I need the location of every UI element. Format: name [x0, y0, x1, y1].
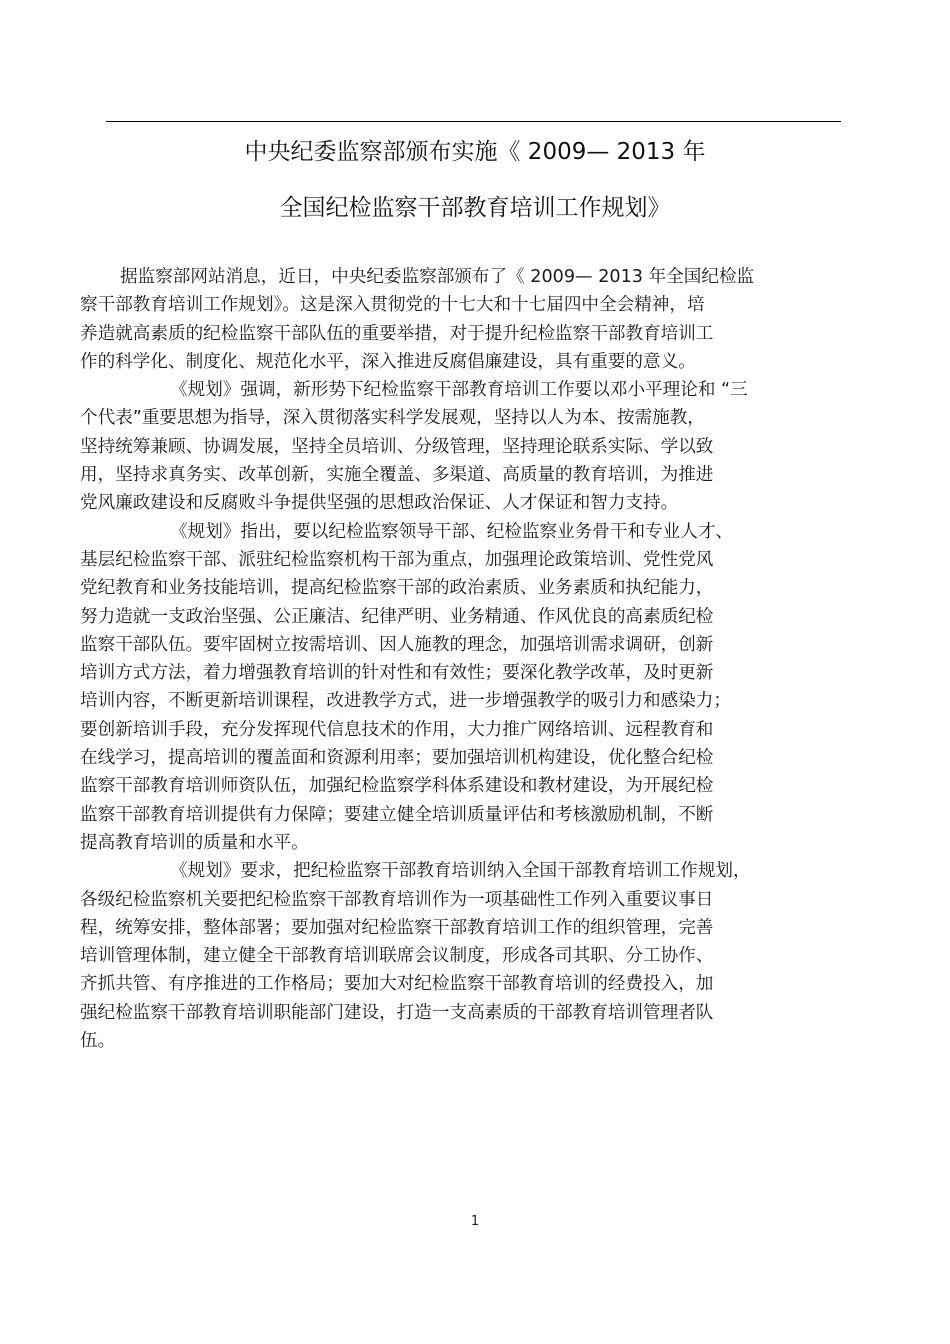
paragraph-1-line: 察干部教育培训工作规划》。这是深入贯彻党的十七大和十七届四中全会精神，培: [80, 295, 705, 316]
paragraph-4-line: 程，统筹安排，整体部署；要加强对纪检监察干部教育培训工作的组织管理，完善: [80, 917, 714, 938]
paragraph-2-line: 《规划》强调，新形势下纪检监察干部教育培训工作要以邓小平理论和 “三: [170, 380, 748, 401]
paragraph-4-line: 各级纪检监察机关要把纪检监察干部教育培训作为一项基础性工作列入重要议事日: [80, 889, 714, 910]
paragraph-3-line: 《规划》指出，要以纪检监察领导干部、纪检监察业务骨干和专业人才、: [170, 521, 734, 542]
header-rule: [106, 121, 841, 122]
paragraph-3-line: 监察干部队伍。要牢固树立按需培训、因人施教的理念，加强培训需求调研，创新: [80, 634, 714, 655]
paragraph-2-line: 党风廉政建设和反腐败斗争提供坚强的思想政治保证、人才保证和智力支持。: [80, 493, 679, 514]
paragraph-4-line: 培训管理体制，建立健全干部教育培训联席会议制度，形成各司其职、分工协作、: [80, 946, 714, 967]
paragraph-3-line: 在线学习，提高培训的覆盖面和资源利用率；要加强培训机构建设，优化整合纪检: [80, 748, 714, 769]
document-title-line-1: 中央纪委监察部颁布实施《 2009— 2013 年: [244, 139, 706, 165]
paragraph-4-line: 《规划》要求，把纪检监察干部教育培训纳入全国干部教育培训工作规划，: [170, 861, 751, 882]
paragraph-1-line: 作的科学化、制度化、规范化水平，深入推进反腐倡廉建设，具有重要的意义。: [80, 351, 696, 372]
paragraph-3-line: 要创新培训手段，充分发挥现代信息技术的作用，大力推广网络培训、远程教育和: [80, 719, 714, 740]
paragraph-4-line: 伍。: [80, 1031, 116, 1052]
page-number: 1: [470, 1214, 480, 1229]
paragraph-3-line: 努力造就一支政治坚强、公正廉洁、纪律严明、业务精通、作风优良的高素质纪检: [80, 606, 714, 627]
paragraph-3-line: 提高教育培训的质量和水平。: [80, 832, 309, 853]
document-title-line-2: 全国纪检监察干部教育培训工作规划》: [279, 195, 671, 221]
paragraph-3-line: 培训方式方法，着力增强教育培训的针对性和有效性；要深化教学改革，及时更新: [80, 663, 714, 684]
paragraph-2-line: 用，坚持求真务实、改革创新，实施全覆盖、多渠道、高质量的教育培训，为推进: [80, 465, 714, 486]
paragraph-2-line: 个代表”重要思想为指导，深入贯彻落实科学发展观，坚持以人为本、按需施教，: [80, 408, 705, 429]
paragraph-4-line: 齐抓共管、有序推进的工作格局；要加大对纪检监察干部教育培训的经费投入，加: [80, 974, 714, 995]
paragraph-3-line: 基层纪检监察干部、派驻纪检监察机构干部为重点，加强理论政策培训、党性党风: [80, 549, 714, 570]
paragraph-2-line: 坚持统筹兼顾、协调发展，坚持全员培训、分级管理，坚持理论联系实际、学以致: [80, 436, 714, 457]
paragraph-3-line: 党纪教育和业务技能培训，提高纪检监察干部的政治素质、业务素质和执纪能力，: [80, 578, 714, 599]
article-body: [80, 263, 880, 1055]
paragraph-4-line: 强纪检监察干部教育培训职能部门建设，打造一支高素质的干部教育培训管理者队: [80, 1002, 714, 1023]
paragraph-1-line: 养造就高素质的纪检监察干部队伍的重要举措，对于提升纪检监察干部教育培训工: [80, 323, 714, 344]
paragraph-3-line: 培训内容，不断更新培训课程，改进教学方式，进一步增强教学的吸引力和感染力；: [80, 691, 731, 712]
paragraph-3-line: 监察干部教育培训师资队伍，加强纪检监察学科体系建设和教材建设，为开展纪检: [80, 776, 714, 797]
paragraph-1-line: 据监察部网站消息，近日，中央纪委监察部颁布了《 2009— 2013 年全国纪检监: [120, 267, 755, 287]
paragraph-3-line: 监察干部教育培训提供有力保障；要建立健全培训质量评估和考核激励机制，不断: [80, 804, 714, 825]
